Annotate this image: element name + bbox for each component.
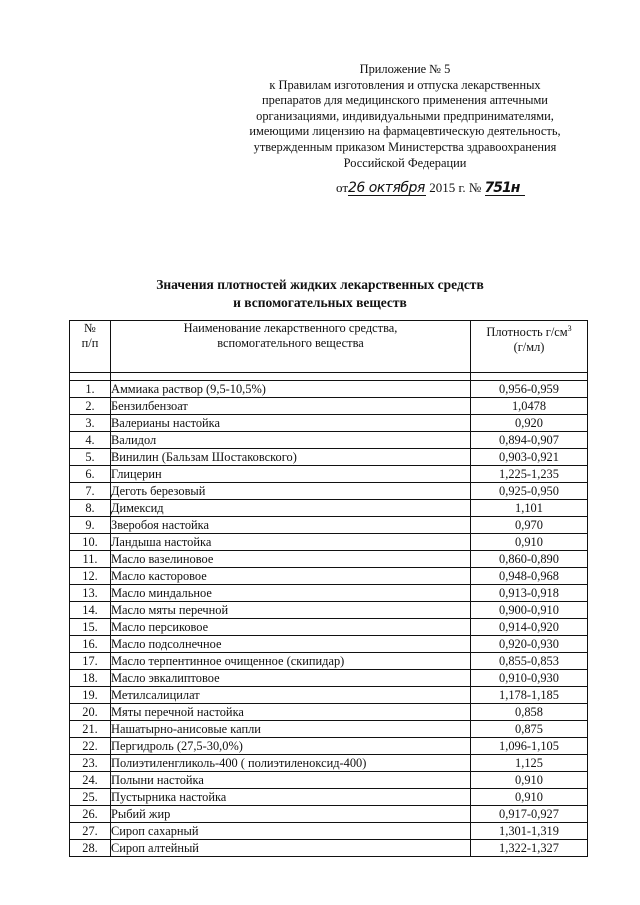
header-name: Наименование лекарственного средства, вспомогательного вещества: [111, 321, 471, 373]
table-row: [70, 432, 588, 449]
table-row: [70, 585, 588, 602]
row-density: 0,910: [471, 534, 588, 551]
table-row: [70, 483, 588, 500]
row-density: 0,855-0,853: [471, 653, 588, 670]
appendix-block: [240, 62, 570, 171]
table-row: [70, 449, 588, 466]
order-year: 2015 г. №: [429, 180, 482, 195]
table-row: [70, 704, 588, 721]
row-density: 0,948-0,968: [471, 568, 588, 585]
row-number: 15.: [70, 619, 111, 636]
row-density: 0,920-0,930: [471, 636, 588, 653]
row-number: 3.: [70, 415, 111, 432]
row-density: 1,225-1,235: [471, 466, 588, 483]
row-name: Масло терпентинное очищенное (скипидар): [111, 653, 471, 670]
row-name: Масло мяты перечной: [111, 602, 471, 619]
table-spacer-row: [70, 373, 588, 381]
row-density: 0,925-0,950: [471, 483, 588, 500]
row-density: 0,970: [471, 517, 588, 534]
row-density: 1,322-1,327: [471, 840, 588, 857]
table-row: [70, 602, 588, 619]
row-number: 10.: [70, 534, 111, 551]
table-row: [70, 466, 588, 483]
appendix-line: организациями, индивидуальными предпринимателями,: [256, 108, 554, 123]
row-density: 0,900-0,910: [471, 602, 588, 619]
row-name: Масло миндальное: [111, 585, 471, 602]
table-row: [70, 500, 588, 517]
order-reference: [336, 180, 525, 196]
header-number: № п/п: [70, 321, 111, 373]
row-number: 7.: [70, 483, 111, 500]
title-line-2: и вспомогательных веществ: [233, 295, 407, 310]
density-table: [69, 320, 588, 857]
row-density: 0,858: [471, 704, 588, 721]
row-number: 20.: [70, 704, 111, 721]
row-number: 4.: [70, 432, 111, 449]
table-row: [70, 789, 588, 806]
row-name: Полиэтиленгликоль-400 ( полиэтиленоксид-400): [111, 755, 471, 772]
row-number: 24.: [70, 772, 111, 789]
row-name: Рыбий жир: [111, 806, 471, 823]
table-row: [70, 806, 588, 823]
order-date-handwritten: 26 октября: [348, 180, 425, 196]
table-row: [70, 517, 588, 534]
row-name: Масло подсолнечное: [111, 636, 471, 653]
table-row: [70, 772, 588, 789]
row-number: 11.: [70, 551, 111, 568]
row-name: Винилин (Бальзам Шостаковского): [111, 449, 471, 466]
table-row: [70, 636, 588, 653]
row-name: Димексид: [111, 500, 471, 517]
row-density: 0,913-0,918: [471, 585, 588, 602]
row-name: Полыни настойка: [111, 772, 471, 789]
row-name: Аммиака раствор (9,5-10,5%): [111, 381, 471, 398]
row-number: 13.: [70, 585, 111, 602]
row-name: Масло персиковое: [111, 619, 471, 636]
row-number: 28.: [70, 840, 111, 857]
table-row: [70, 534, 588, 551]
row-density: 0,875: [471, 721, 588, 738]
row-name: Деготь березовый: [111, 483, 471, 500]
table-row: [70, 840, 588, 857]
row-name: Сироп сахарный: [111, 823, 471, 840]
table-row: [70, 619, 588, 636]
row-number: 27.: [70, 823, 111, 840]
row-density: 0,917-0,927: [471, 806, 588, 823]
row-density: 0,920: [471, 415, 588, 432]
row-density: 1,0478: [471, 398, 588, 415]
row-density: 1,301-1,319: [471, 823, 588, 840]
row-density: 0,903-0,921: [471, 449, 588, 466]
row-number: 19.: [70, 687, 111, 704]
row-name: Бензилбензоат: [111, 398, 471, 415]
row-name: Глицерин: [111, 466, 471, 483]
row-name: Масло эвкалиптовое: [111, 670, 471, 687]
row-name: Пустырника настойка: [111, 789, 471, 806]
order-prefix: от: [336, 180, 349, 195]
table-row: [70, 738, 588, 755]
table-row: [70, 823, 588, 840]
table-body: [70, 373, 588, 857]
row-number: 25.: [70, 789, 111, 806]
row-name: Валерианы настойка: [111, 415, 471, 432]
row-number: 22.: [70, 738, 111, 755]
table-row: [70, 653, 588, 670]
row-number: 16.: [70, 636, 111, 653]
row-number: 1.: [70, 381, 111, 398]
row-number: 5.: [70, 449, 111, 466]
row-number: 8.: [70, 500, 111, 517]
table-row: [70, 381, 588, 398]
row-density: 0,910: [471, 772, 588, 789]
table-row: [70, 568, 588, 585]
row-name: Метилсалицилат: [111, 687, 471, 704]
row-name: Мяты перечной настойка: [111, 704, 471, 721]
row-density: 0,914-0,920: [471, 619, 588, 636]
row-number: 2.: [70, 398, 111, 415]
appendix-line: препаратов для медицинского применения аптечными: [262, 93, 548, 108]
table-row: [70, 415, 588, 432]
row-density: 1,125: [471, 755, 588, 772]
title-line-1: Значения плотностей жидких лекарственных средств: [156, 277, 484, 292]
row-name: Масло касторовое: [111, 568, 471, 585]
appendix-line: к Правилам изготовления и отпуска лекарственных: [269, 77, 541, 92]
row-density: 0,860-0,890: [471, 551, 588, 568]
table-row: [70, 755, 588, 772]
row-density: 0,956-0,959: [471, 381, 588, 398]
row-density: 0,910: [471, 789, 588, 806]
table-row: [70, 551, 588, 568]
row-name: Сироп алтейный: [111, 840, 471, 857]
row-density: 0,910-0,930: [471, 670, 588, 687]
row-number: 12.: [70, 568, 111, 585]
table-row: [70, 670, 588, 687]
row-number: 17.: [70, 653, 111, 670]
row-name: Зверобоя настойка: [111, 517, 471, 534]
row-density: 1,178-1,185: [471, 687, 588, 704]
row-number: 21.: [70, 721, 111, 738]
row-name: Пергидроль (27,5-30,0%): [111, 738, 471, 755]
table-header-row: [70, 321, 588, 373]
appendix-line: утвержденным приказом Министерства здравоохранения: [253, 139, 557, 154]
row-density: 1,101: [471, 500, 588, 517]
row-name: Валидол: [111, 432, 471, 449]
row-number: 23.: [70, 755, 111, 772]
header-density: Плотность $г/см^3$ (г/мл): [471, 321, 588, 373]
table-row: [70, 398, 588, 415]
appendix-line: Российской Федерации: [343, 155, 467, 170]
row-number: 18.: [70, 670, 111, 687]
row-number: 26.: [70, 806, 111, 823]
document-title: [0, 276, 640, 312]
appendix-line: Приложение № 5: [359, 62, 451, 76]
row-density: 0,894-0,907: [471, 432, 588, 449]
row-name: Ландыша настойка: [111, 534, 471, 551]
row-number: 14.: [70, 602, 111, 619]
order-number-handwritten: 751н: [485, 181, 525, 196]
table-row: [70, 721, 588, 738]
table-row: [70, 687, 588, 704]
row-name: Масло вазелиновое: [111, 551, 471, 568]
appendix-line: имеющими лицензию на фармацевтическую деятельность,: [249, 124, 561, 139]
row-name: Нашатырно-анисовые капли: [111, 721, 471, 738]
row-number: 9.: [70, 517, 111, 534]
row-density: 1,096-1,105: [471, 738, 588, 755]
row-number: 6.: [70, 466, 111, 483]
